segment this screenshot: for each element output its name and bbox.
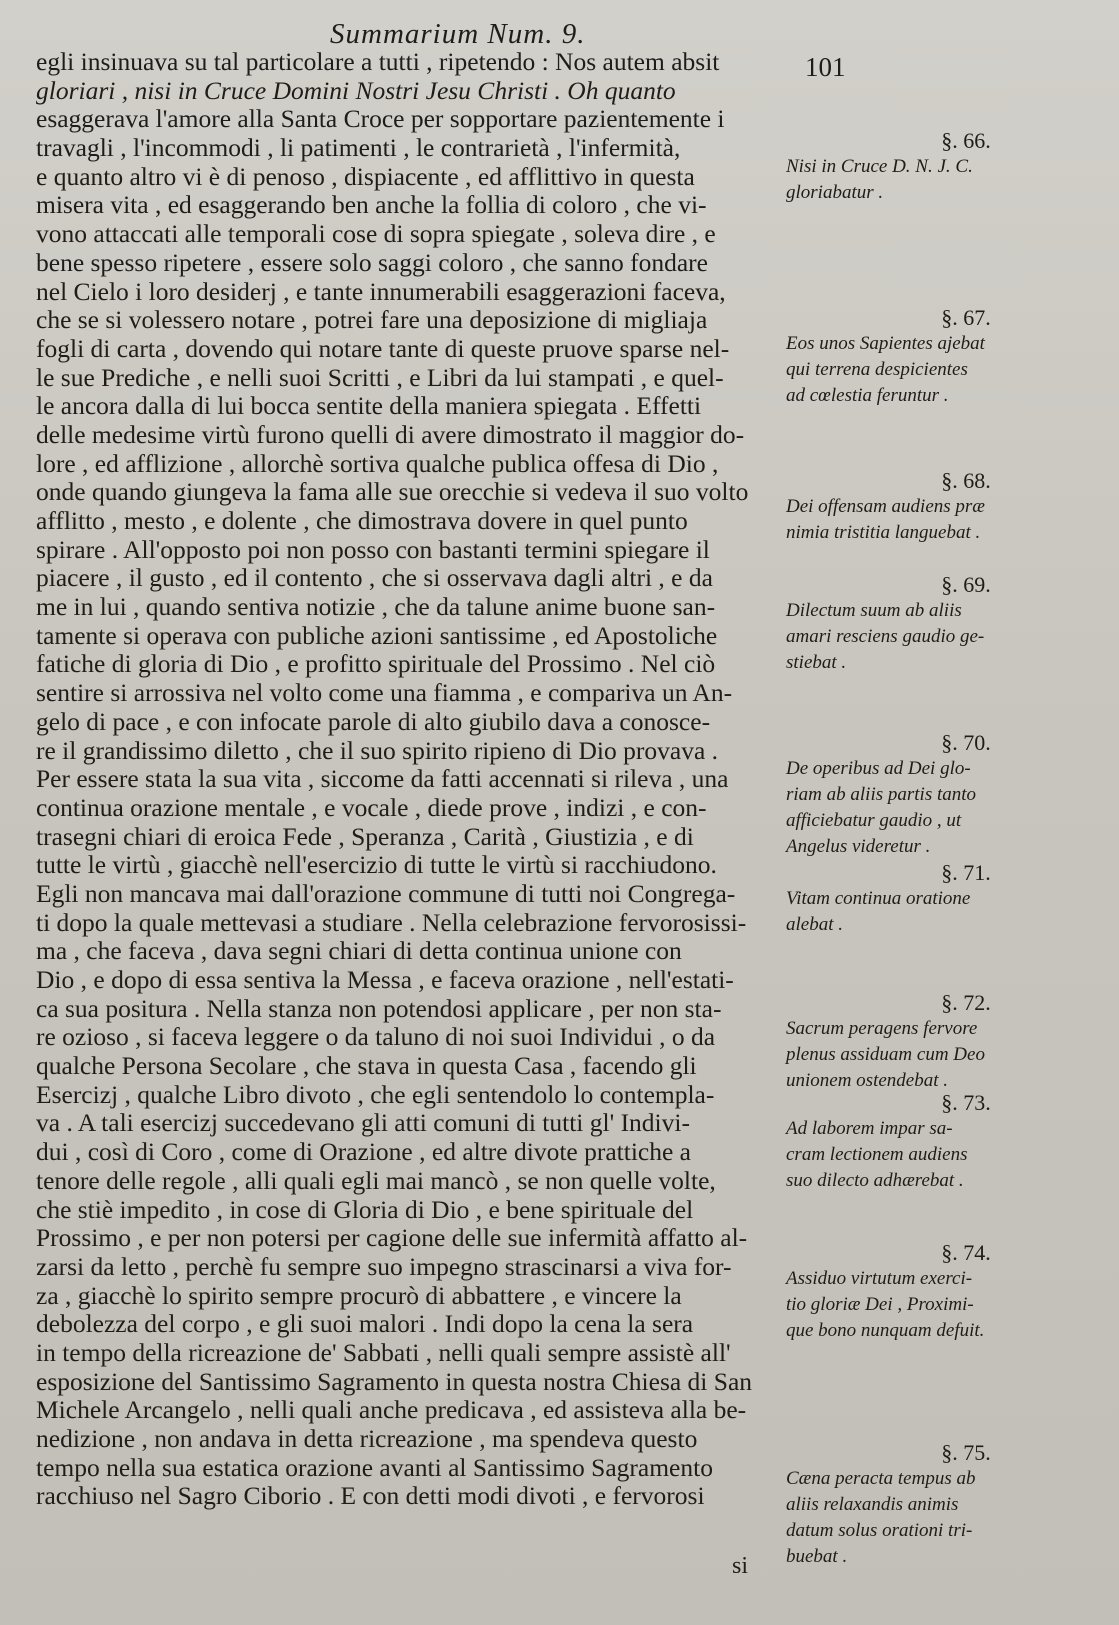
body-line: Esercizj , qualche Libro divoto , che egli sentendolo lo contempla- [36, 1080, 715, 1109]
body-line: tenore delle regole , alli quali egli mai mancò , se non quelle volte, [36, 1166, 716, 1195]
body-text [36, 48, 846, 1511]
body-line: fogli di carta , dovendo qui notare tante di queste pruove sparse nel- [36, 334, 730, 363]
body-line: afflitto , mesto , e dolente , che dimostrava dovere in quel punto [36, 507, 688, 535]
note-section-number: §. 67. [941, 305, 991, 330]
note-line: suo dilecto adhærebat . [786, 1170, 964, 1191]
note-section-number: §. 66. [941, 128, 991, 153]
note-line: Vitam continua oratione [786, 888, 971, 909]
note-section-number: §. 73. [941, 1090, 991, 1115]
note-section-number: §. 72. [941, 990, 991, 1015]
margin-note-66 [786, 128, 1116, 206]
note-line: Nisi in Cruce D. N. J. C. [786, 156, 973, 177]
note-line: riam ab aliis partis tanto [786, 784, 977, 805]
body-line: Prossimo , e per non potersi per cagione delle sue infermità affatto al- [36, 1224, 748, 1253]
note-line: tio gloriæ Dei , Proximi- [786, 1294, 974, 1315]
note-line: Dei offensam audiens præ [786, 496, 985, 517]
body-line: me in lui , quando sentiva notizie , che da talune anime buone san- [36, 593, 716, 622]
body-line: esaggerava l'amore alla Santa Croce per sopportare pazientemente i [36, 105, 725, 134]
body-line: in tempo della ricreazione de' Sabbati , nelli quali sempre assistè all' [36, 1338, 731, 1367]
note-line: qui terrena despicientes [786, 359, 968, 380]
note-line: cram lectionem audiens [786, 1144, 968, 1165]
body-line: Dio , e dopo di essa sentiva la Messa , e faceva orazione , nell'estati- [36, 966, 734, 994]
body-line: spirare . All'opposto poi non posso con bastanti termini spiegare il [36, 535, 710, 564]
margin-note-75 [786, 1440, 1116, 1570]
body-line: za , giacchè lo spirito sempre procurò di abbattere , e vincere la [36, 1281, 682, 1310]
body-line: ti dopo la quale mettevasi a studiare . Nella celebrazione fervorosissi- [36, 908, 747, 937]
margin-note-67 [786, 305, 1116, 409]
note-line: stiebat . [786, 652, 847, 673]
page-number: 101 [805, 52, 846, 82]
body-line: che stiè impedito , in cose di Gloria di Dio , e bene spirituale del [36, 1195, 694, 1224]
note-line: ad cœlestia feruntur . [786, 385, 949, 406]
note-line: afficiebatur gaudio , ut [786, 810, 962, 831]
body-line: qualche Persona Secolare , che stava in questa Casa , facendo gli [36, 1052, 697, 1081]
margin-note-71 [786, 860, 1116, 938]
margin-note-70 [786, 730, 1116, 860]
note-section-number: §. 69. [941, 572, 991, 597]
body-line: misera vita , ed esaggerando ben anche la follia di coloro , che vi- [36, 191, 707, 220]
body-line: gelo di pace , e con infocate parole di alto giubilo dava a conosce- [36, 707, 711, 736]
note-line: plenus assiduam cum Deo [786, 1044, 985, 1065]
body-line: e quanto altro vi è di penoso , dispiacente , ed afflittivo in questa [36, 162, 695, 191]
note-section-number: §. 71. [941, 860, 991, 885]
note-line: Cæna peracta tempus ab [786, 1468, 976, 1489]
body-line: Egli non mancava mai dall'orazione commune di tutti noi Congrega- [36, 879, 736, 908]
note-line: Ad laborem impar sa- [786, 1118, 953, 1139]
note-line: alebat . [786, 914, 843, 935]
body-line: gloriari , nisi in Cruce Domini Nostri Jesu Christi . Oh quanto [36, 76, 676, 105]
body-line: Michele Arcangelo , nelli quali anche predicava , ed assisteva alla be- [36, 1396, 747, 1425]
note-line: aliis relaxandis animis [786, 1494, 959, 1515]
running-head: Summarium Num. 9. [330, 18, 586, 50]
note-line: Eos unos Sapientes ajebat [786, 333, 985, 354]
body-line: le ancora dalla di lui bocca sentite della maniera spiegata . Effetti [36, 392, 702, 421]
body-line: bene spesso ripetere , essere solo saggi coloro , che sanno fondare [36, 248, 708, 277]
note-line: gloriabatur . [786, 182, 884, 203]
body-line: piacere , il gusto , ed il contento , che si osservava dagli altri , e da [36, 564, 713, 593]
body-line: vono attaccati alle temporali cose di sopra spiegate , soleva dire , e [36, 220, 716, 249]
note-line: buebat . [786, 1546, 848, 1567]
note-line: Angelus videretur . [786, 836, 931, 857]
margin-note-73 [786, 1090, 1116, 1194]
margin-note-74 [786, 1240, 1116, 1344]
note-line: datum solus orationi tri- [786, 1520, 973, 1541]
body-line: tamente si operava con publiche azioni santissime , ed Apostoliche [36, 621, 718, 650]
body-line: continua orazione mentale , e vocale , diede prove , indizi , e con- [36, 793, 707, 822]
body-line: lore , ed afflizione , allorchè sortiva qualche publica offesa di Dio , [36, 449, 719, 478]
body-line: esposizione del Santissimo Sagramento in questa nostra Chiesa di San [36, 1367, 753, 1396]
note-line: amari resciens gaudio ge- [786, 626, 985, 647]
body-line: onde quando giungeva la fama alle sue orecchie si vedeva il suo volto [36, 478, 749, 507]
body-line: delle medesime virtù furono quelli di avere dimostrato il maggior do- [36, 420, 745, 449]
note-line: Assiduo virtutum exerci- [786, 1268, 973, 1289]
body-line: re il grandissimo diletto , che il suo spirito ripieno di Dio provava . [36, 736, 719, 765]
note-line: que bono nunquam defuit. [786, 1320, 985, 1341]
body-line: fatiche di gloria di Dio , e profitto spirituale del Prossimo . Nel ciò [36, 650, 716, 679]
note-line: nimia tristitia languebat . [786, 522, 981, 543]
body-line: va . A tali esercizj succedevano gli atti comuni di tutti gl' Indivi- [36, 1109, 690, 1138]
margin-note-72 [786, 990, 1116, 1094]
body-line: tutte le virtù , giacchè nell'esercizio di tutte le virtù si racchiudono. [36, 851, 717, 880]
body-line: racchiuso nel Sagro Ciborio . E con detti modi divoti , e fervorosi [36, 1482, 705, 1511]
body-line: egli insinuava su tal particolare a tutti , ripetendo : Nos autem absit [36, 48, 720, 76]
note-section-number: §. 68. [941, 468, 991, 493]
body-line: sentire si arrossiva nel volto come una fiamma , e compariva un An- [36, 679, 733, 708]
body-line: ma , che faceva , dava segni chiari di detta continua unione con [36, 937, 682, 966]
body-line: tempo nella sua estatica orazione avanti al Santissimo Sagramento [36, 1453, 713, 1482]
note-line: De operibus ad Dei glo- [786, 758, 971, 779]
body-line: nedizione , non andava in detta ricreazione , ma spendeva questo [36, 1425, 698, 1453]
note-section-number: §. 75. [941, 1440, 991, 1465]
catchword: si [732, 1553, 749, 1579]
note-section-number: §. 74. [941, 1240, 991, 1265]
body-line: che se si volessero notare , potrei fare una deposizione di migliaja [36, 306, 708, 335]
body-line: travagli , l'incommodi , li patimenti , le contrarietà , l'infermità, [36, 134, 681, 163]
body-line: Per essere stata la sua vita , siccome da fatti accennati si rileva , una [36, 765, 729, 794]
margin-note-68 [786, 468, 1116, 546]
body-line: nel Cielo i loro desiderj , e tante innumerabili esaggerazioni faceva, [36, 277, 726, 306]
body-line: zarsi da letto , perchè fu sempre suo impegno strascinarsi a viva for- [36, 1252, 732, 1281]
body-line: re ozioso , si faceva leggere o da taluno di noi suoi Individui , o da [36, 1023, 716, 1052]
body-line: debolezza del corpo , e gli suoi malori . Indi dopo la cena la sera [36, 1310, 694, 1339]
note-line: Dilectum suum ab aliis [786, 600, 962, 621]
note-line: unionem ostendebat . [786, 1070, 949, 1091]
body-line: trasegni chiari di eroica Fede , Speranza , Carità , Giustizia , e di [36, 822, 694, 851]
note-line: Sacrum peragens fervore [786, 1018, 978, 1039]
body-line: dui , così di Coro , come di Orazione , ed altre divote prattiche a [36, 1138, 691, 1167]
margin-note-69 [786, 572, 1116, 676]
body-line: ca sua positura . Nella stanza non potendosi applicare , per non sta- [36, 994, 722, 1023]
body-line: le sue Prediche , e nelli suoi Scritti , e Libri da lui stampati , e quel- [36, 363, 724, 392]
note-section-number: §. 70. [941, 730, 991, 755]
